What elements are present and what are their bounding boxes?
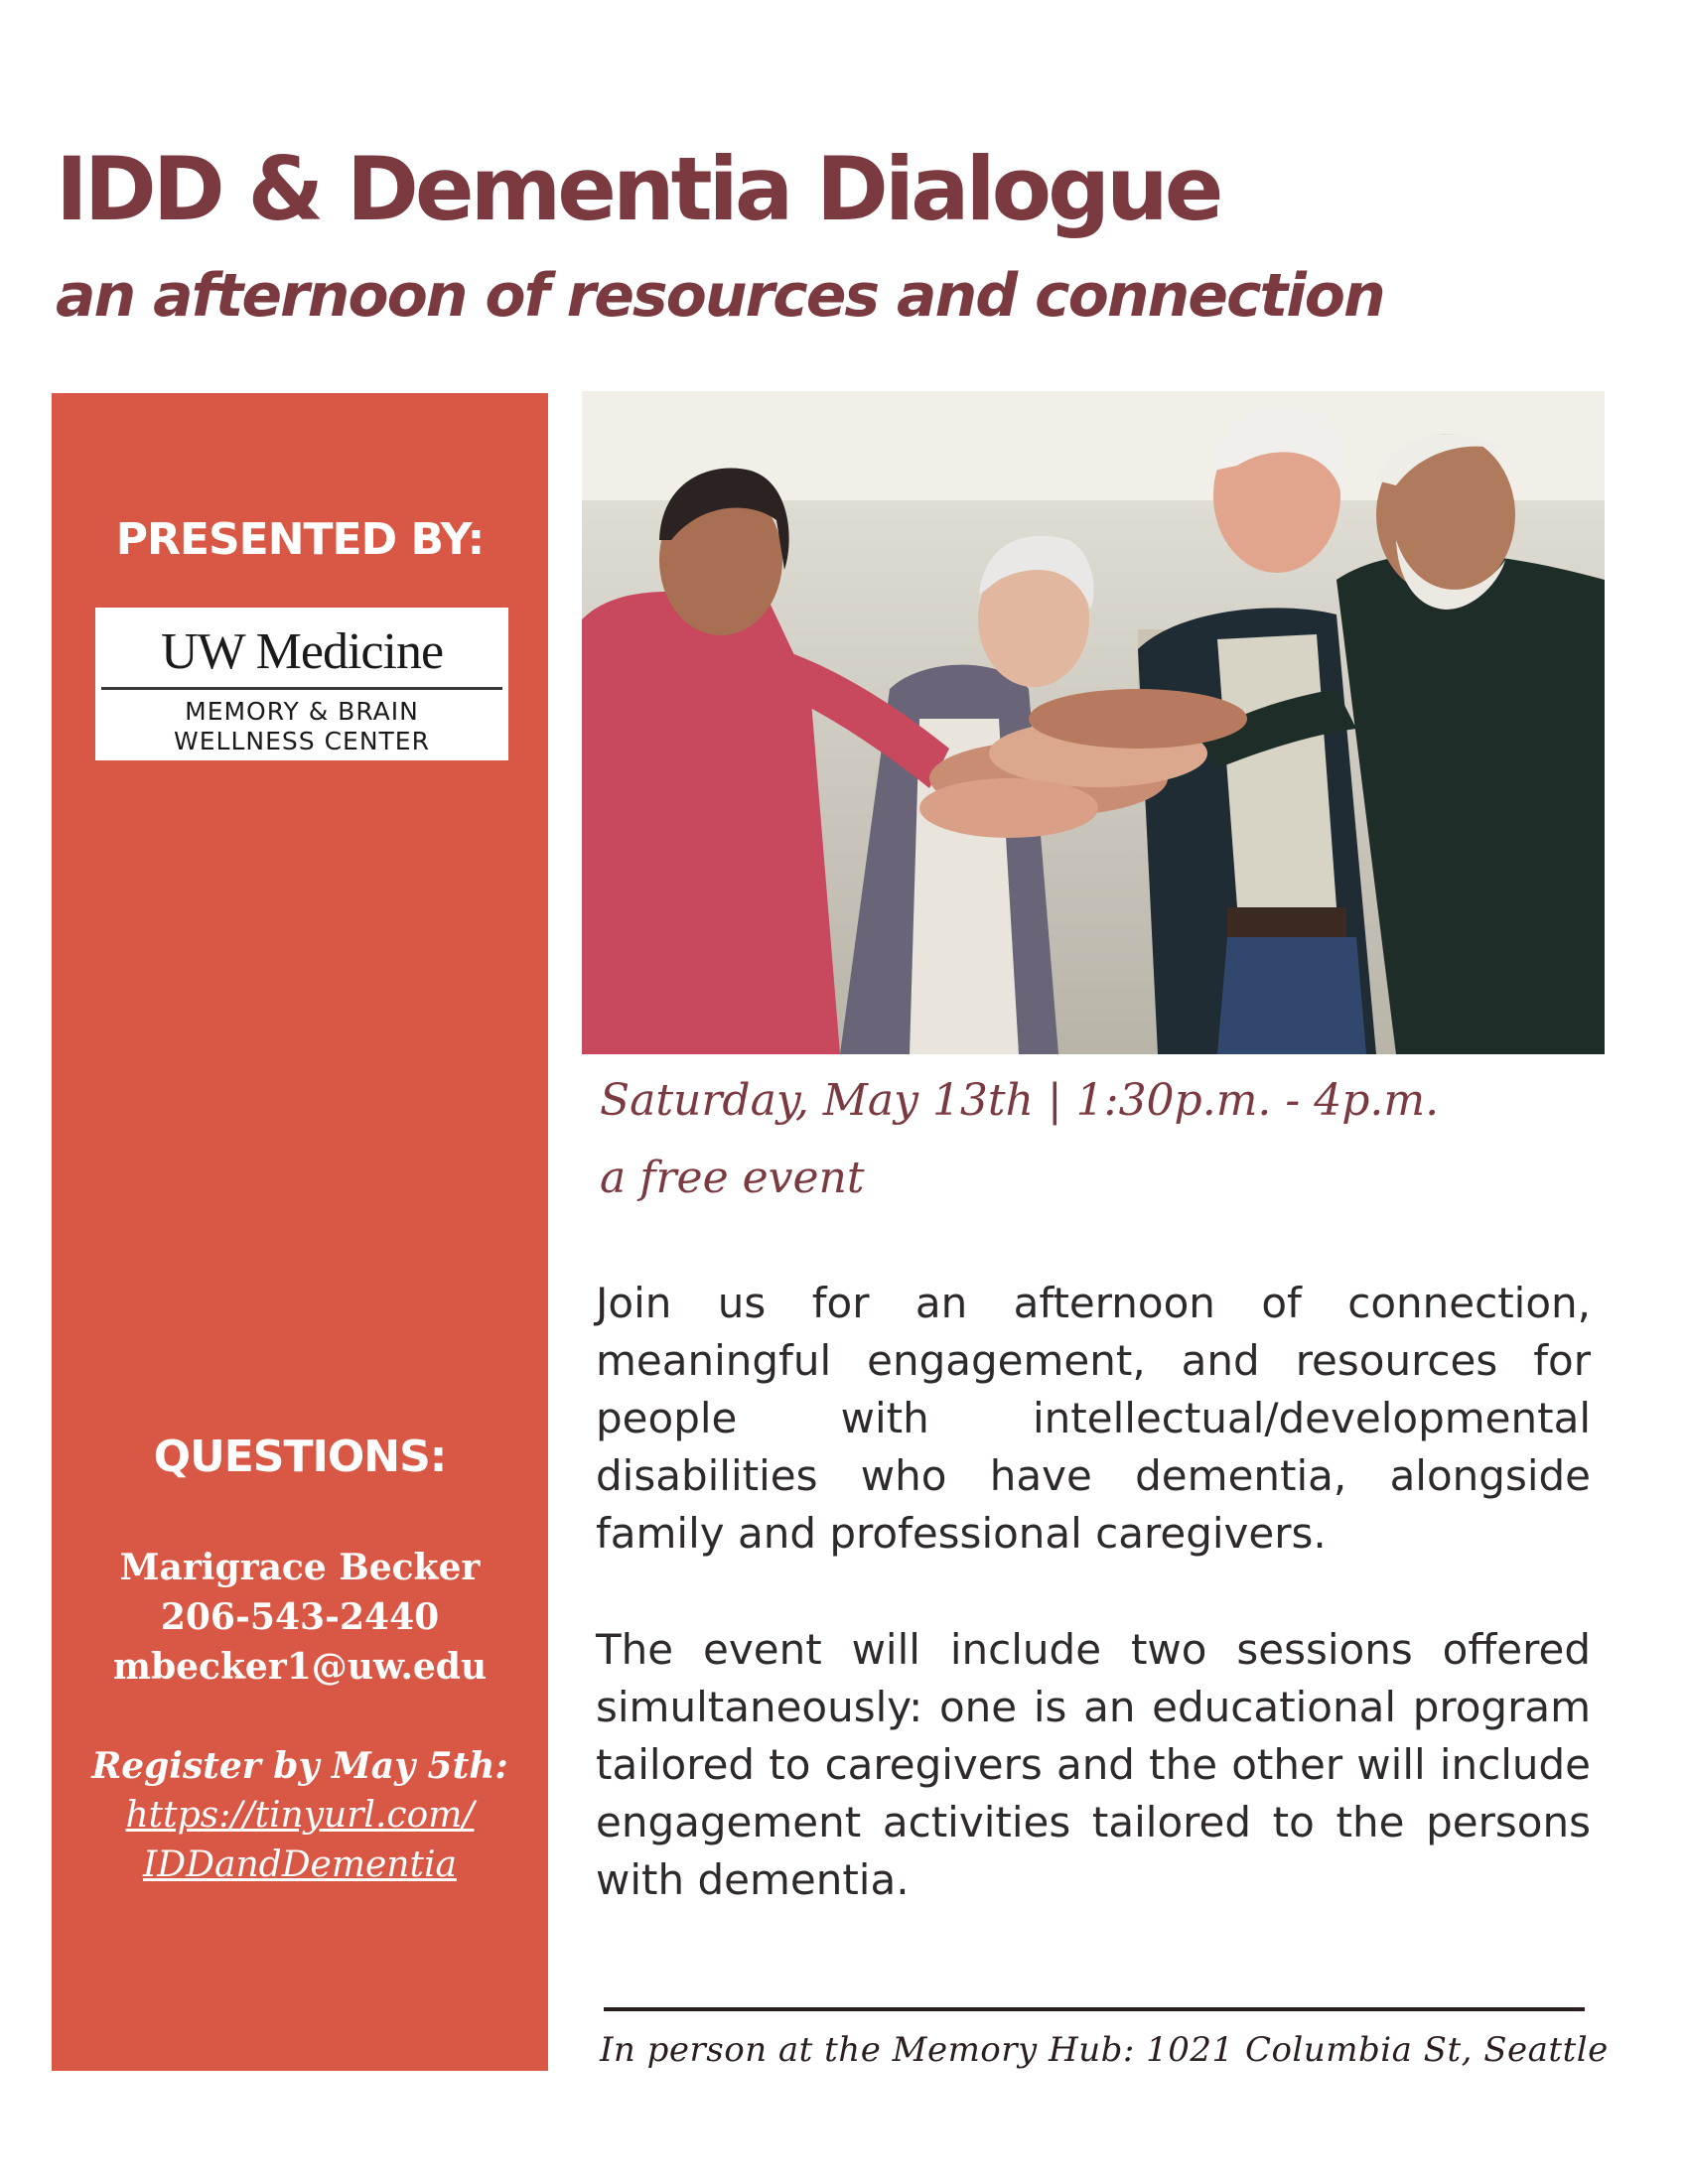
contact-phone[interactable]: 206-543-2440 (160, 1596, 440, 1638)
contact-email[interactable]: mbecker1@uw.edu (112, 1646, 488, 1688)
register-link-line-2[interactable]: IDDandDementia (143, 1844, 457, 1885)
event-date-time: Saturday, May 13th | 1:30p.m. - 4p.m. (600, 1075, 1440, 1126)
logo-subtitle (95, 697, 508, 756)
event-description-2: The event will include two sessions offered simultaneously: one is an educational program tailored to caregivers and the other will include engagement activities tailored to the persons with dementia. (596, 1625, 1591, 1904)
logo-main-text: UW Medicine (160, 623, 444, 680)
register-deadline-label: Register by May 5th: (91, 1745, 508, 1787)
hero-photo-illustration (582, 391, 1605, 1054)
page-subtitle: an afternoon of resources and connection (56, 261, 1384, 331)
hero-photo (582, 391, 1605, 1054)
event-location: In person at the Memory Hub: 1021 Columbia St, Seattle (600, 2030, 1609, 2070)
footer-divider (604, 2007, 1585, 2011)
event-cost-note: a free event (600, 1153, 865, 1203)
logo-divider (101, 687, 502, 690)
uw-medicine-logo (95, 608, 508, 760)
event-description-1: Join us for an afternoon of connection, meaningful engagement, and resources for people with intellectual/developmental disabilities who have dementia, alongside family and professional caregivers. (596, 1279, 1591, 1558)
page-title: IDD & Dementia Dialogue (56, 138, 1220, 240)
logo-subtitle-line-1: MEMORY & BRAIN (185, 697, 419, 726)
logo-subtitle-line-2: WELLNESS CENTER (174, 727, 430, 755)
contact-info (52, 1543, 548, 1692)
sidebar-panel (52, 393, 548, 2071)
questions-heading: QUESTIONS: (153, 1432, 447, 1482)
presented-by-heading: PRESENTED BY: (115, 514, 485, 565)
register-link-line-1[interactable]: https://tinyurl.com/ (125, 1795, 475, 1836)
contact-name: Marigrace Becker (119, 1547, 481, 1588)
registration-info (52, 1741, 548, 1890)
